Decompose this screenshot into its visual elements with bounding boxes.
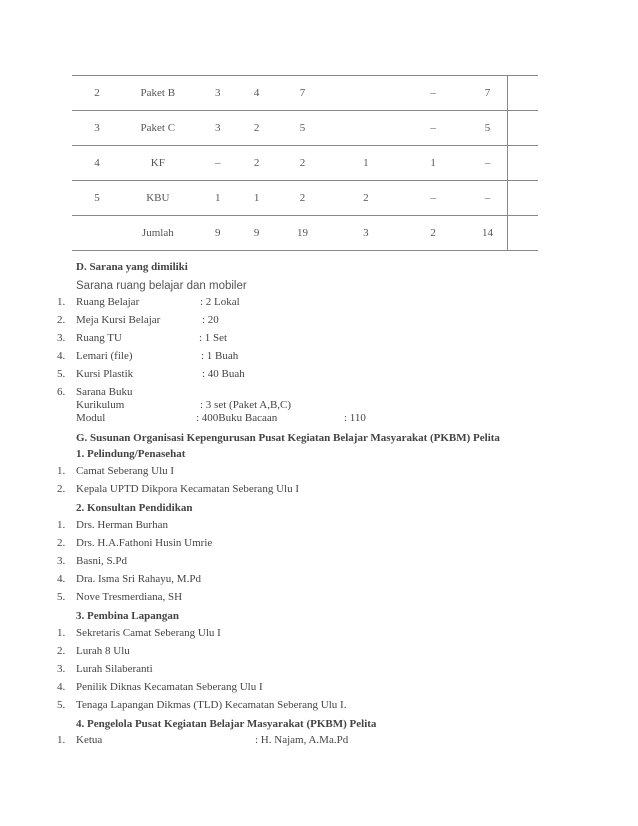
kurikulum-label: Kurikulum <box>76 399 125 411</box>
table-cell: 1 <box>242 181 272 216</box>
list-number: 2. <box>57 645 66 657</box>
table-cell: 5 <box>468 111 507 146</box>
list-value: : 20 <box>202 314 219 326</box>
table-cell: 4 <box>72 146 122 181</box>
list-item: Ruang TU <box>76 332 122 344</box>
list-item: Dra. Isma Sri Rahayu, M.Pd <box>76 573 201 585</box>
table-cell: 1 <box>194 181 242 216</box>
sarana-heading: D. Sarana yang dimiliki <box>76 261 188 273</box>
modul-extra-value: : 110 <box>344 412 366 424</box>
table-cell: Paket C <box>122 111 194 146</box>
table-cell: 2 <box>272 181 334 216</box>
list-item: Lemari (file) <box>76 350 133 362</box>
table-cell: 2 <box>333 181 398 216</box>
list-item: Drs. Herman Burhan <box>76 519 168 531</box>
table-cell: – <box>468 181 507 216</box>
list-number: 5. <box>57 699 66 711</box>
table-cell: Jumlah <box>122 216 194 251</box>
table-cell: 5 <box>72 181 122 216</box>
table-cell: 3 <box>194 111 242 146</box>
list-number: 4. <box>57 573 66 585</box>
table-cell: KBU <box>122 181 194 216</box>
list-number: 1. <box>57 627 66 639</box>
list-value: : 2 Lokal <box>200 296 240 308</box>
list-value: : 1 Set <box>199 332 228 344</box>
modul-value: : 400Buku Bacaan <box>196 412 278 424</box>
table-cell-empty <box>508 76 538 111</box>
group-title: 3. Pembina Lapangan <box>76 610 179 622</box>
table-cell: – <box>398 111 468 146</box>
table-cell: 4 <box>242 76 272 111</box>
list-number: 5. <box>57 368 66 380</box>
table-cell: 14 <box>468 216 507 251</box>
table-cell: 7 <box>468 76 507 111</box>
table-row <box>72 216 538 251</box>
list-number: 4. <box>57 350 66 362</box>
susunan-heading: G. Susunan Organisasi Kepengurusan Pusat Kegiatan Belajar Masyarakat (PKBM) Pelita <box>76 432 500 444</box>
table-cell: 2 <box>398 216 468 251</box>
sarana-intro: Sarana ruang belajar dan mobiler <box>76 280 247 292</box>
kurikulum-value: : 3 set (Paket A,B,C) <box>200 399 292 411</box>
list-number: 1. <box>57 519 66 531</box>
list-number: 3. <box>57 663 66 675</box>
table-cell: – <box>398 76 468 111</box>
list-number: 6. <box>57 386 66 398</box>
list-item: Camat Seberang Ulu I <box>76 465 175 477</box>
table-row <box>72 181 538 216</box>
table-row <box>72 76 538 111</box>
list-item: Kepala UPTD Dikpora Kecamatan Seberang Ulu I <box>76 483 299 495</box>
table-row <box>72 111 538 146</box>
table-cell: 1 <box>398 146 468 181</box>
table-cell: 3 <box>194 76 242 111</box>
list-item: Lurah 8 Ulu <box>76 645 130 657</box>
list-item: Meja Kursi Belajar <box>76 314 161 326</box>
table-cell-empty <box>508 111 538 146</box>
list-item: Sarana Buku <box>76 386 133 398</box>
table-cell: 19 <box>272 216 334 251</box>
list-item: Kursi Plastik <box>76 368 134 380</box>
group-title: 4. Pengelola Pusat Kegiatan Belajar Masyarakat (PKBM) Pelita <box>76 718 377 730</box>
table-cell: KF <box>122 146 194 181</box>
list-number: 2. <box>57 537 66 549</box>
list-number: 3. <box>57 332 66 344</box>
table-cell: 3 <box>72 111 122 146</box>
list-value: : 1 Buah <box>201 350 239 362</box>
table-cell: 2 <box>72 76 122 111</box>
table-cell: 5 <box>272 111 334 146</box>
table-cell: 2 <box>242 146 272 181</box>
table-cell: – <box>398 181 468 216</box>
list-item: Tenaga Lapangan Dikmas (TLD) Kecamatan Seberang Ulu I. <box>76 699 347 711</box>
table-cell-empty <box>508 181 538 216</box>
list-item: Lurah Silaberanti <box>76 663 153 675</box>
list-number: 4. <box>57 681 66 693</box>
list-number: 2. <box>57 483 66 495</box>
group-title: 1. Pelindung/Penasehat <box>76 448 186 460</box>
list-item: Ruang Belajar <box>76 296 140 308</box>
list-item: Nove Tresmerdiana, SH <box>76 591 183 603</box>
list-number: 3. <box>57 555 66 567</box>
table-cell: 9 <box>242 216 272 251</box>
table-cell: 1 <box>333 146 398 181</box>
table-cell: 2 <box>272 146 334 181</box>
table-row <box>72 146 538 181</box>
list-item: Sekretaris Camat Seberang Ulu I <box>76 627 221 639</box>
table-cell-empty <box>508 216 538 251</box>
list-item: Penilik Diknas Kecamatan Seberang Ulu I <box>76 681 263 693</box>
ketua-value: : H. Najam, A.Ma.Pd <box>255 734 349 746</box>
participant-table <box>72 75 538 251</box>
table-cell: – <box>194 146 242 181</box>
table-cell: 2 <box>242 111 272 146</box>
list-number: 1. <box>57 296 66 308</box>
list-number: 1. <box>57 734 66 746</box>
table-cell: 9 <box>194 216 242 251</box>
list-value: : 40 Buah <box>202 368 245 380</box>
table-cell <box>333 76 398 111</box>
table-cell: 7 <box>272 76 334 111</box>
list-number: 5. <box>57 591 66 603</box>
list-item: Drs. H.A.Fathoni Husin Umrie <box>76 537 213 549</box>
list-item: Basni, S.Pd <box>76 555 128 567</box>
table-cell: Paket B <box>122 76 194 111</box>
table-cell: – <box>468 146 507 181</box>
table-cell: 3 <box>333 216 398 251</box>
ketua-label: Ketua <box>76 734 103 746</box>
table-cell-empty <box>508 146 538 181</box>
table-cell <box>333 111 398 146</box>
modul-label: Modul <box>76 412 106 424</box>
group-title: 2. Konsultan Pendidikan <box>76 502 193 514</box>
list-number: 1. <box>57 465 66 477</box>
list-number: 2. <box>57 314 66 326</box>
table-cell <box>72 216 122 251</box>
